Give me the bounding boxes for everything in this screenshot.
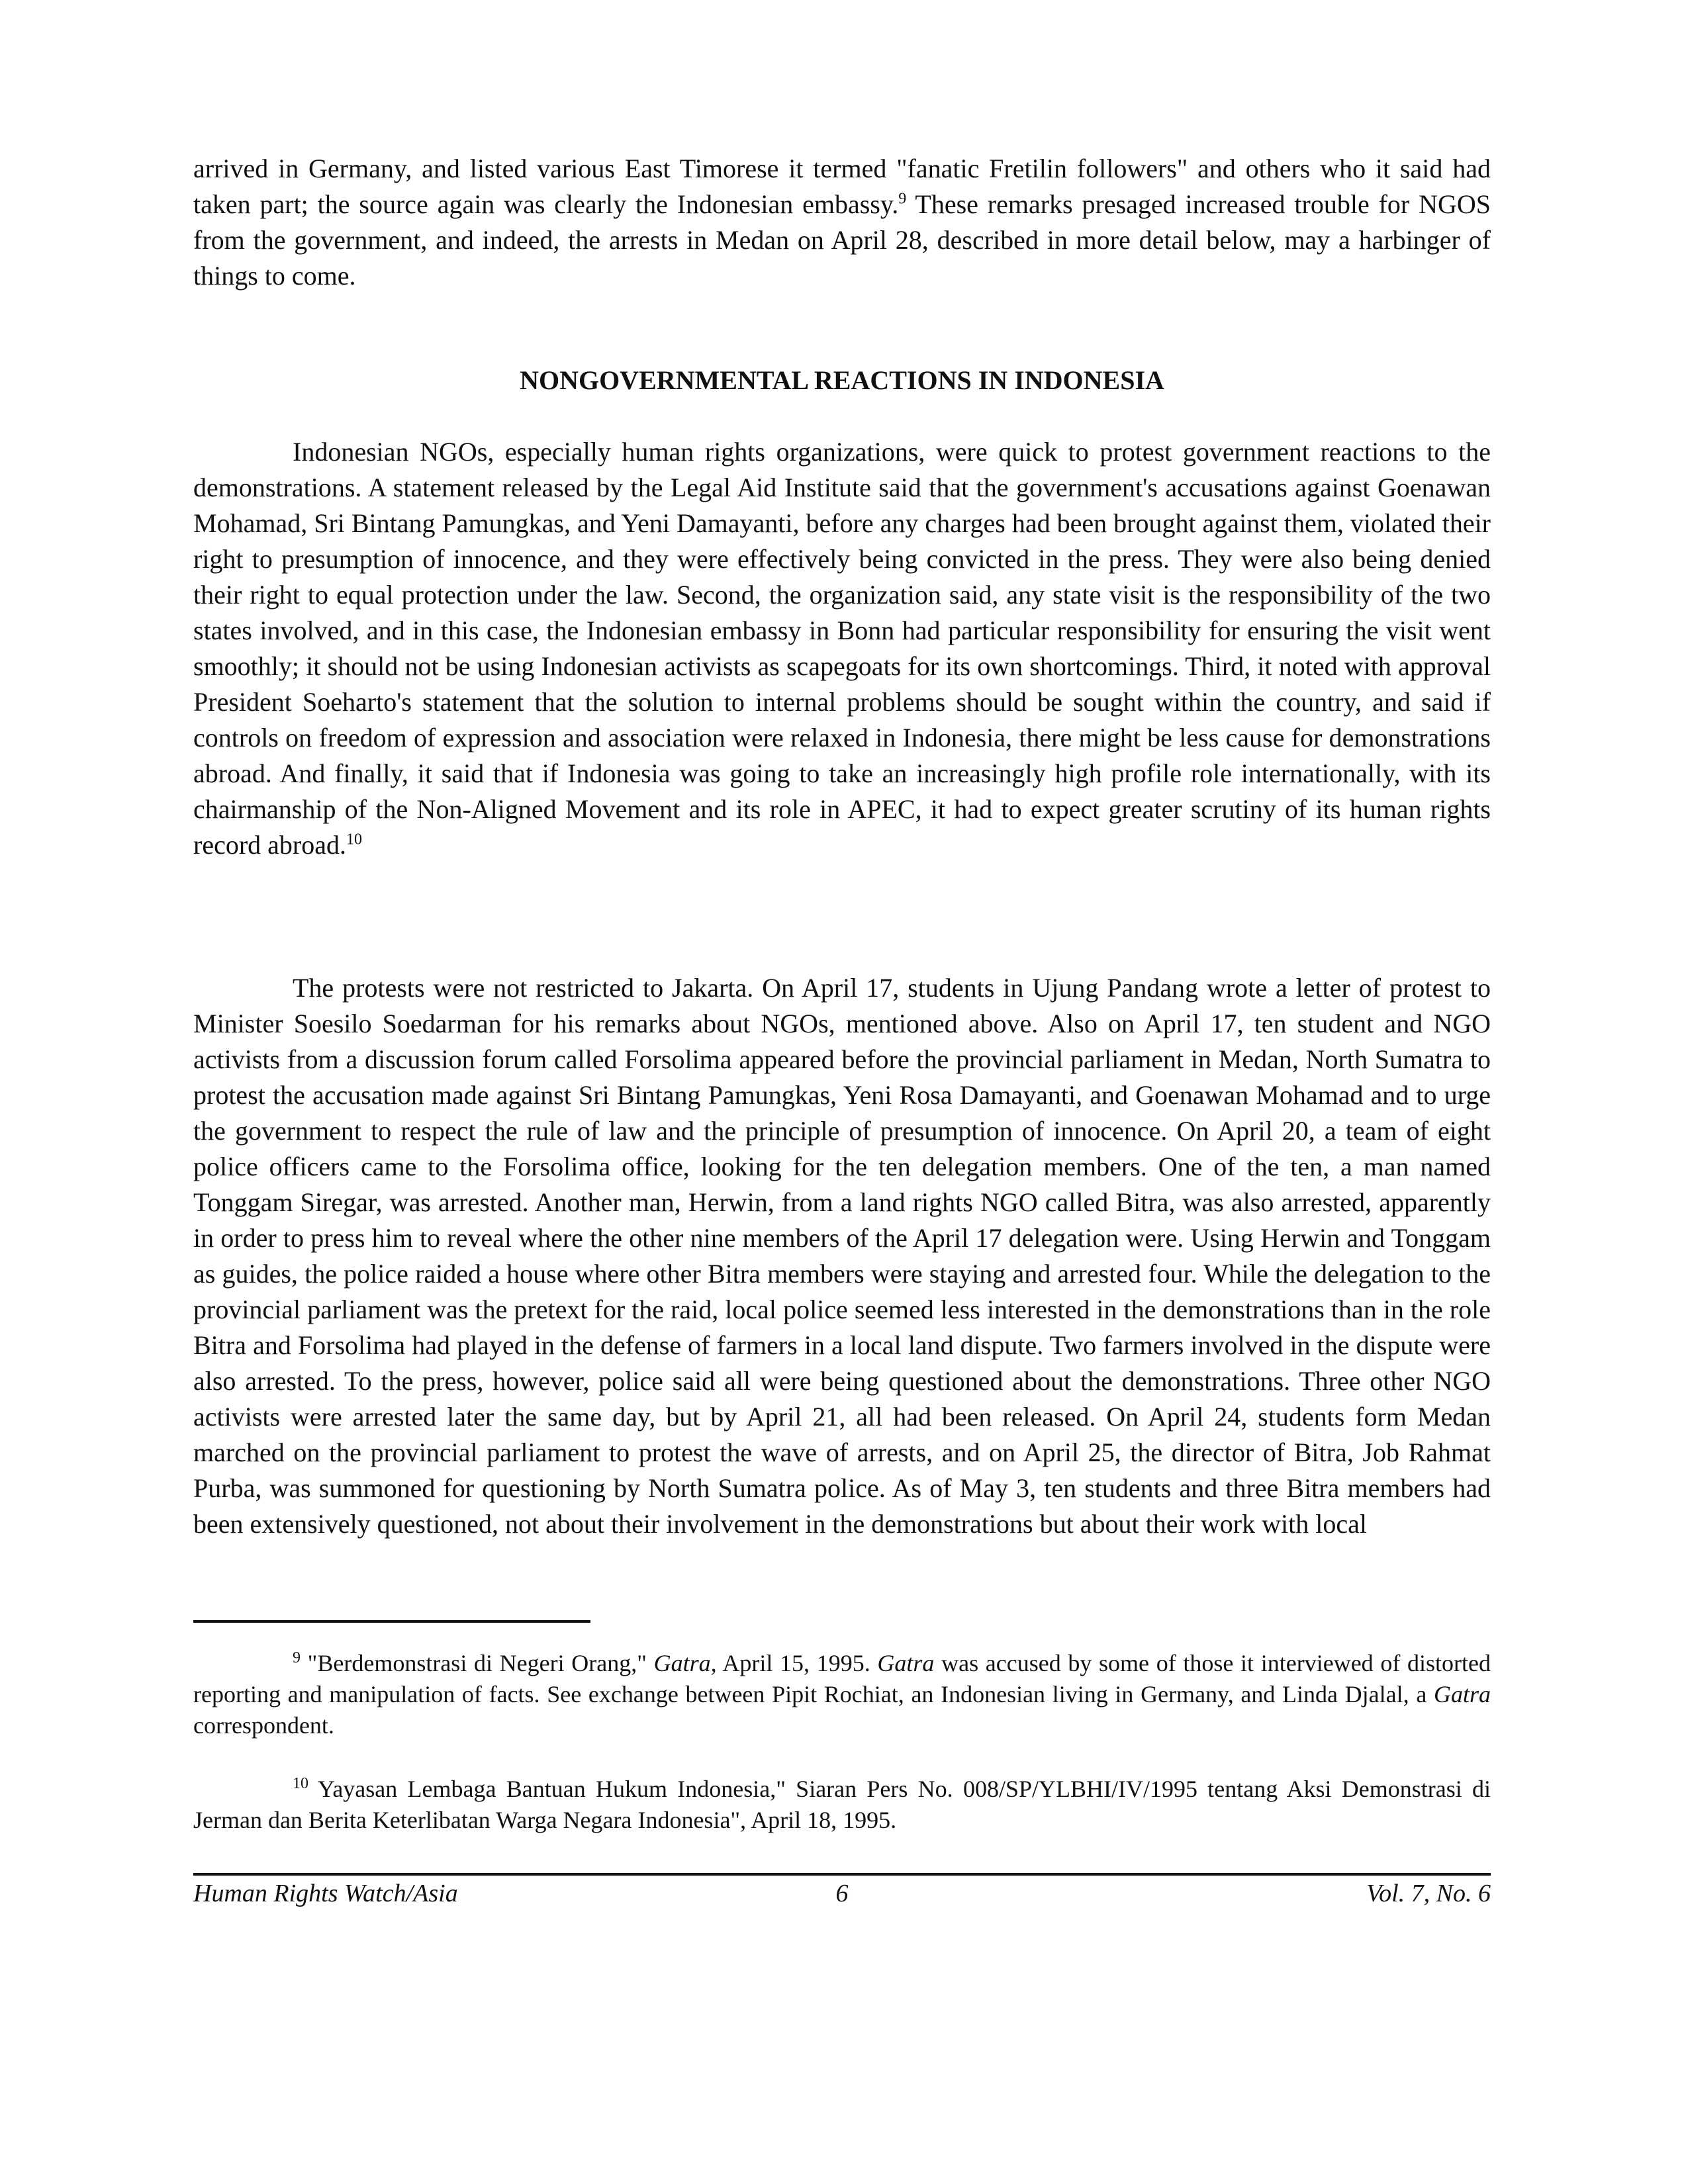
footer-divider bbox=[193, 1873, 1491, 1876]
footnote-9-part: was accused by some of those it interviewed of distorted reporting and manipulation of facts. See exchange between Pipit Rochiat, an Indonesian living in Germany, and Linda Djalal, a bbox=[193, 1650, 1491, 1707]
footnote-9-part: April 15, 1995. bbox=[716, 1650, 878, 1676]
footnote-9-part: correspondent. bbox=[193, 1712, 334, 1739]
footnote-10 bbox=[193, 1774, 1491, 1836]
footer-publication: Human Rights Watch/Asia bbox=[193, 1880, 458, 1907]
footer-page-number: 6 bbox=[835, 1880, 849, 1907]
footnote-10-text bbox=[193, 1774, 1491, 1836]
intro-paragraph-block bbox=[193, 151, 1491, 294]
page-footer bbox=[193, 1877, 1491, 1910]
paragraph-3-block bbox=[193, 970, 1491, 1542]
footnote-9-italic: Gatra bbox=[1433, 1681, 1491, 1707]
footnote-9-part: "Berdemonstrasi di Negeri Orang," bbox=[301, 1650, 654, 1676]
intro-paragraph-text-continued: These remarks presaged increased trouble for NGOS from the government, and indeed, the arrests in Medan on April 28, described in more detail below, may a harbinger of things to come. bbox=[193, 189, 1491, 291]
footnote-9-italic: Gatra bbox=[877, 1650, 935, 1676]
footnote-9-number: 9 bbox=[293, 1649, 301, 1666]
footnote-ref-9: 9 bbox=[898, 190, 907, 208]
paragraph-3: The protests were not restricted to Jakarta. On April 17, students in Ujung Pandang wrote a letter of protest to Minister Soesilo Soedarman for his remarks about NGOs, mentioned above. Also on April 17, ten student and NGO activists from a discussion forum called Forsolima appeared before the provincial parliament in Medan, North Sumatra to protest the accusation made against Sri Bintang Pamungkas, Yeni Rosa Damayanti, and Goenawan Mohamad and to urge the government to respect the rule of law and the principle of presumption of innocence. On April 20, a team of eight police officers came to the Forsolima office, looking for the ten delegation members. One of the ten, a man named Tonggam Siregar, was arrested. Another man, Herwin, from a land rights NGO called Bitra, was also arrested, apparently in order to press him to reveal where the other nine members of the April 17 delegation were. Using Herwin and Tonggam as guides, the police raided a house where other Bitra members were staying and arrested four. While the delegation to the provincial parliament was the pretext for the raid, local police seemed less interested in the demonstrations than in the role Bitra and Forsolima had played in the defense of farmers in a local land dispute. Two farmers involved in the dispute were also arrested. To the press, however, police said all were being questioned about the demonstrations. Three other NGO activists were arrested later the same day, but by April 21, all had been released. On April 24, students form Medan marched on the provincial parliament to protest the wave of arrests, and on April 25, the director of Bitra, Job Rahmat Purba, was summoned for questioning by North Sumatra police. As of May 3, ten students and three Bitra members had been extensively questioned, not about their involvement in the demonstrations but about their work with local bbox=[193, 973, 1491, 1539]
paragraph-2-block bbox=[193, 434, 1491, 863]
footnote-10-number: 10 bbox=[293, 1775, 308, 1792]
footnote-10-body: Yayasan Lembaga Bantuan Hukum Indonesia," Siaran Pers No. 008/SP/YLBHI/IV/1995 tentang Aksi Demonstrasi di Jerman dan Berita Keterlibatan Warga Negara Indonesia", April 18, 1995. bbox=[193, 1776, 1491, 1833]
footnote-9 bbox=[193, 1648, 1491, 1741]
footnote-9-italic: Gatra, bbox=[653, 1650, 717, 1676]
intro-paragraph-text: arrived in Germany, and listed various East Timorese it termed "fanatic Fretilin followers" and others who it said had taken part; the source again was clearly the Indonesian embassy. bbox=[193, 154, 1491, 219]
footnote-ref-10: 10 bbox=[346, 831, 362, 848]
footer-volume: Vol. 7, No. 6 bbox=[1366, 1880, 1491, 1907]
paragraph-2 bbox=[193, 434, 1491, 863]
intro-paragraph bbox=[193, 151, 1491, 294]
footnote-9-text bbox=[193, 1648, 1491, 1741]
paragraph-2-text: Indonesian NGOs, especially human rights organizations, were quick to protest government reactions to the demonstrations. A statement released by the Legal Aid Institute said that the government's accusations against Goenawan Mohamad, Sri Bintang Pamungkas, and Yeni Damayanti, before any charges had been brought against them, violated their right to presumption of innocence, and they were effectively being convicted in the press. They were also being denied their right to equal protection under the law. Second, the organization said, any state visit is the responsibility of the two states involved, and in this case, the Indonesian embassy in Bonn had particular responsibility for ensuring the visit went smoothly; it should not be using Indonesian activists as scapegoats for its own shortcomings. Third, it noted with approval President Soeharto's statement that the solution to internal problems should be sought within the country, and said if controls on freedom of expression and association were relaxed in Indonesia, there might be less cause for demonstrations abroad. And finally, it said that if Indonesia was going to take an increasingly high profile role internationally, with its chairmanship of the Non-Aligned Movement and its role in APEC, it had to expect greater scrutiny of its human rights record abroad. bbox=[193, 437, 1491, 860]
section-heading: NONGOVERNMENTAL REACTIONS IN INDONESIA bbox=[520, 365, 1164, 395]
footnote-divider bbox=[193, 1620, 590, 1623]
